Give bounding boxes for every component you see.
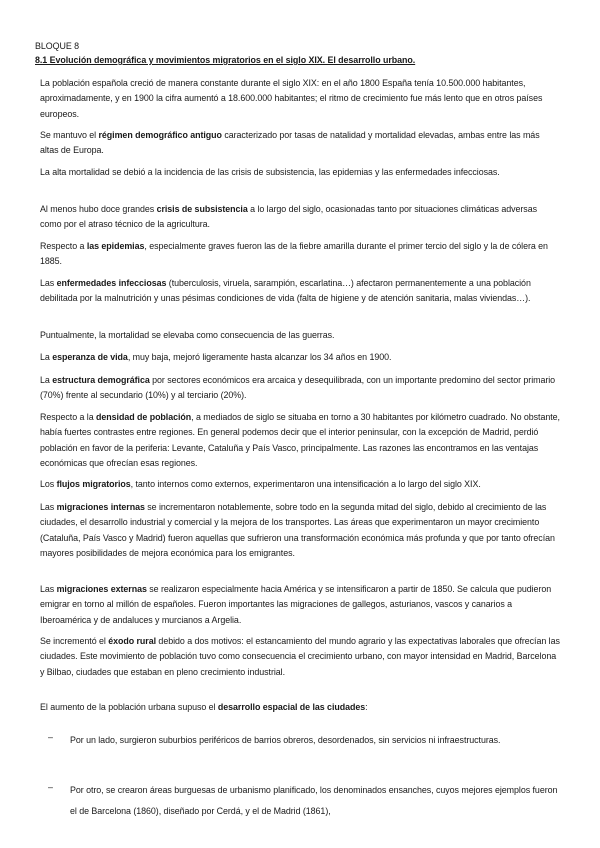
bold-term: flujos migratorios xyxy=(56,479,131,489)
paragraph-life-expectancy: La esperanza de vida, muy baja, mejoró ligeramente hasta alcanzar los 34 años en 1900. xyxy=(40,352,392,362)
paragraph-rural-exodus: Se incrementó el éxodo rural debido a dos motivos: el estancamiento del mundo agrario y las expectativas laborales que ofrecían las ciudades. Este movimiento de población tuvo como consecuencia el crecimiento urbano, con mayor intensidad en Madrid, Barcelona y Bilbao, ciudades que estaban en pleno crecimiento industrial. xyxy=(40,636,560,677)
bold-term: densidad de población xyxy=(96,412,192,422)
paragraph-external-migration: Las migraciones externas se realizaron especialmente hacia América y se intensificaron a partir de 1850. Se calcula que pudieron emigrar en torno al millón de españoles. Fueron importantes las migraciones de gallegos, asturianos, vascos y canarios a Iberoamérica y de andaluces y murcianos a Argelia. xyxy=(40,584,552,625)
paragraph-population-growth: La población española creció de manera constante durante el siglo XIX: en el año 1800 España tenía 10.500.000 habitantes, aproximadamente, y en 1900 la cifra aumentó a 18.600.000 habitantes; el ritmo de crecimiento fue más lento que en otros países europeos. xyxy=(40,78,543,119)
dash-bullet: – xyxy=(48,782,53,792)
bold-term: régimen demográfico antiguo xyxy=(98,130,222,140)
paragraph-demographic-regime: Se mantuvo el régimen demográfico antiguo caracterizado por tasas de natalidad y mortalidad elevadas, ambas entre las más altas de Europa. xyxy=(40,130,540,156)
bold-term: las epidemias xyxy=(86,241,145,251)
paragraph-wars: Puntualmente, la mortalidad se elevaba como consecuencia de las guerras. xyxy=(40,330,335,340)
bold-term: desarrollo espacial de las ciudades xyxy=(217,702,366,712)
bold-term: esperanza de vida xyxy=(52,352,128,362)
paragraph-population-density: Respecto a la densidad de población, a mediados de siglo se situaba en torno a 30 habitantes por kilómetro cuadrado. No obstante, había fuertes contrastes entre regiones. En general podemos decir que el interior peninsular, con la excepción de Madrid, perdió población en favor de la periferia: Levante, Cataluña y País Vasco, principalmente. Las razones las encontramos en las ventajas económicas que ofrecían esas regiones. xyxy=(40,412,560,469)
block-label: BLOQUE 8 xyxy=(35,41,79,51)
paragraph-migratory-flows: Los flujos migratorios, tanto internos como externos, experimentaron una intensificación a lo largo del siglo XIX. xyxy=(40,479,481,489)
paragraph-mortality: La alta mortalidad se debió a la incidencia de las crisis de subsistencia, las epidemias y las enfermedades infecciosas. xyxy=(40,167,500,177)
bold-term: migraciones internas xyxy=(56,502,145,512)
bold-term: crisis de subsistencia xyxy=(156,204,248,214)
bold-term: éxodo rural xyxy=(108,636,157,646)
dash-bullet: – xyxy=(48,732,53,742)
paragraph-infectious-diseases: Las enfermedades infecciosas (tuberculosis, viruela, sarampión, escarlatina…) afectaron permanentemente a una población debilitada por la malnutrición y unas pésimas condiciones de vida (falta de higiene y de atención sanitaria, malas viviendas…). xyxy=(40,278,531,304)
bold-term: migraciones externas xyxy=(56,584,147,594)
paragraph-epidemics: Respecto a las epidemias, especialmente graves fueron las de la fiebre amarilla durante el primer tercio del siglo y la de cólera en 1885. xyxy=(40,241,548,267)
bold-term: estructura demográfica xyxy=(52,375,150,385)
list-item-text: Por un lado, surgieron suburbios periféricos de barrios obreros, desordenados, sin servicios ni infraestructuras. xyxy=(70,735,501,745)
paragraph-urban-development: El aumento de la población urbana supuso el desarrollo espacial de las ciudades: xyxy=(40,702,368,712)
paragraph-economic-structure: La estructura demográfica por sectores económicos era arcaica y desequilibrada, con un importante predomino del sector primario (70%) frente al secundario (10%) y al terciario (20%). xyxy=(40,375,556,401)
list-item-text: Por otro, se crearon áreas burguesas de urbanismo planificado, los denominados ensanches, cuyos mejores ejemplos fueron el de Barcelona (1860), diseñado por Cerdá, y el de Madrid (1861), xyxy=(70,785,558,816)
paragraph-internal-migration: Las migraciones internas se incrementaron notablemente, sobre todo en la segunda mitad del siglo, debido al crecimiento de las ciudades, el desarrollo industrial y comercial y la mejora de los transportes. Las áreas que experimentaron un mayor crecimiento (Cataluña, País Vasco y Madrid) fueron aquellas que sufrieron una transformación económica más profunda y que por tanto ofrecían mayores posibilidades de mejora económica para los emigrantes. xyxy=(40,502,555,559)
bold-term: enfermedades infecciosas xyxy=(56,278,167,288)
paragraph-subsistence-crisis: Al menos hubo doce grandes crisis de subsistencia a lo largo del siglo, ocasionadas tanto por situaciones climáticas adversas como por el atraso técnico de la agricultura. xyxy=(40,204,537,230)
section-heading: 8.1 Evolución demográfica y movimientos migratorios en el siglo XIX. El desarrollo urbano. xyxy=(35,55,416,65)
